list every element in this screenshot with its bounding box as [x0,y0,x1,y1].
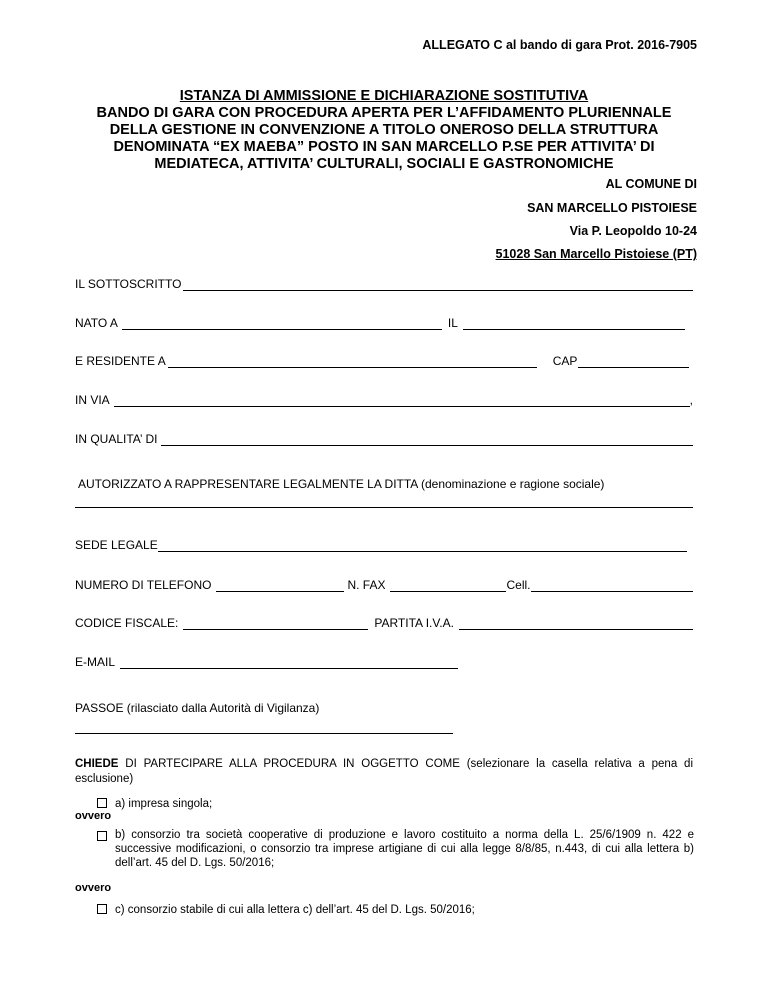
input-ditta[interactable] [75,507,693,508]
label-iva: PARTITA I.V.A. [374,616,454,630]
field-via [75,393,693,407]
field-nascita [75,316,693,330]
input-cf[interactable] [183,617,368,630]
label-cf: CODICE FISCALE: [75,616,179,630]
input-sottoscritto[interactable] [183,278,693,291]
field-email [75,655,458,669]
label-cell: Cell. [506,578,531,592]
option-c [97,903,475,917]
checkbox-b[interactable] [97,831,107,841]
input-residente[interactable] [168,355,537,368]
field-qualita [75,432,693,446]
label-residente: E RESIDENTE A [75,354,166,368]
recipient-line-2: SAN MARCELLO PISTOIESE [527,201,697,215]
label-via: IN VIA [75,393,110,407]
title-line-5: MEDIATECA, ATTIVITA’ CULTURALI, SOCIALI E GASTRONOMICHE [154,156,614,172]
via-comma: , [689,393,693,407]
request-keyword: CHIEDE [75,758,119,770]
label-telefono: NUMERO DI TELEFONO [75,578,212,592]
label-fax: N. FAX [347,578,386,592]
input-passoe[interactable] [75,733,453,734]
label-sottoscritto: IL SOTTOSCRITTO [75,277,182,291]
label-autorizzato: AUTORIZZATO A RAPPRESENTARE LEGALMENTE LA DITTA (denominazione e ragione sociale) [78,477,605,491]
label-cap: CAP [552,354,578,368]
recipient-line-3: Via P. Leopoldo 10-24 [569,224,697,238]
field-fiscale [75,616,693,630]
checkbox-c[interactable] [97,904,107,914]
label-sede: SEDE LEGALE [75,538,158,552]
label-qualita: IN QUALITA’ DI [75,432,158,446]
annex-reference: ALLEGATO C al bando di gara Prot. 2016-7905 [422,38,697,52]
title-line-2: BANDO DI GARA CON PROCEDURA APERTA PER L’AFFIDAMENTO PLURIENNALE [96,105,672,121]
document-title [70,88,698,173]
option-a [97,797,212,811]
input-qualita[interactable] [161,433,693,446]
title-line-3: DELLA GESTIONE IN CONVENZIONE A TITOLO ONEROSO DELLA STRUTTURA [109,122,659,138]
input-iva[interactable] [459,617,693,630]
input-nato-a[interactable] [122,317,442,330]
input-fax[interactable] [390,579,506,592]
request-text: DI PARTECIPARE ALLA PROCEDURA IN OGGETTO COME (selezionare la casella relativa a pena di esclusione) [75,758,693,785]
ovvero-2: ovvero [75,882,112,894]
recipient-line-1: AL COMUNE DI [605,177,697,191]
label-il: IL [447,316,458,330]
option-a-label: a) impresa singola; [115,798,213,810]
title-line-4: DENOMINATA “EX MAEBA” POSTO IN SAN MARCELLO P.SE PER ATTIVITA’ DI [113,139,655,155]
option-c-label: c) consorzio stabile di cui alla lettera c) dell’art. 45 del D. Lgs. 50/2016; [115,904,475,916]
field-sottoscritto [75,277,693,291]
input-il[interactable] [463,317,685,330]
field-sede [75,538,693,552]
title-line-1: ISTANZA DI AMMISSIONE E DICHIARAZIONE SOSTITUTIVA [179,88,589,104]
field-contatti [75,578,693,592]
input-telefono[interactable] [216,579,344,592]
label-nato-a: NATO A [75,316,118,330]
input-cell[interactable] [531,579,694,592]
label-passoe: PASSOE (rilasciato dalla Autorità di Vigilanza) [75,701,320,715]
input-sede[interactable] [158,539,687,552]
ovvero-1: ovvero [75,810,112,822]
input-via[interactable] [114,394,690,407]
option-b-label: b) consorzio tra società cooperative di produzione e lavoro costituito a norma della L. 25/6/1909 n. 422 e successive modificazioni, o consorzio tra imprese artigiane di cui alla legge 8/8/85, n.443, di cui alla lettera b) dell’art. 45 del D. Lgs. 50/2016; [115,829,694,869]
request-paragraph [75,757,693,787]
option-b [97,828,694,870]
recipient-line-4: 51028 San Marcello Pistoiese (PT) [495,247,697,261]
field-residenza [75,354,693,368]
label-email: E-MAIL [75,655,116,669]
input-cap[interactable] [578,355,689,368]
input-email[interactable] [120,656,458,669]
checkbox-a[interactable] [97,798,107,808]
